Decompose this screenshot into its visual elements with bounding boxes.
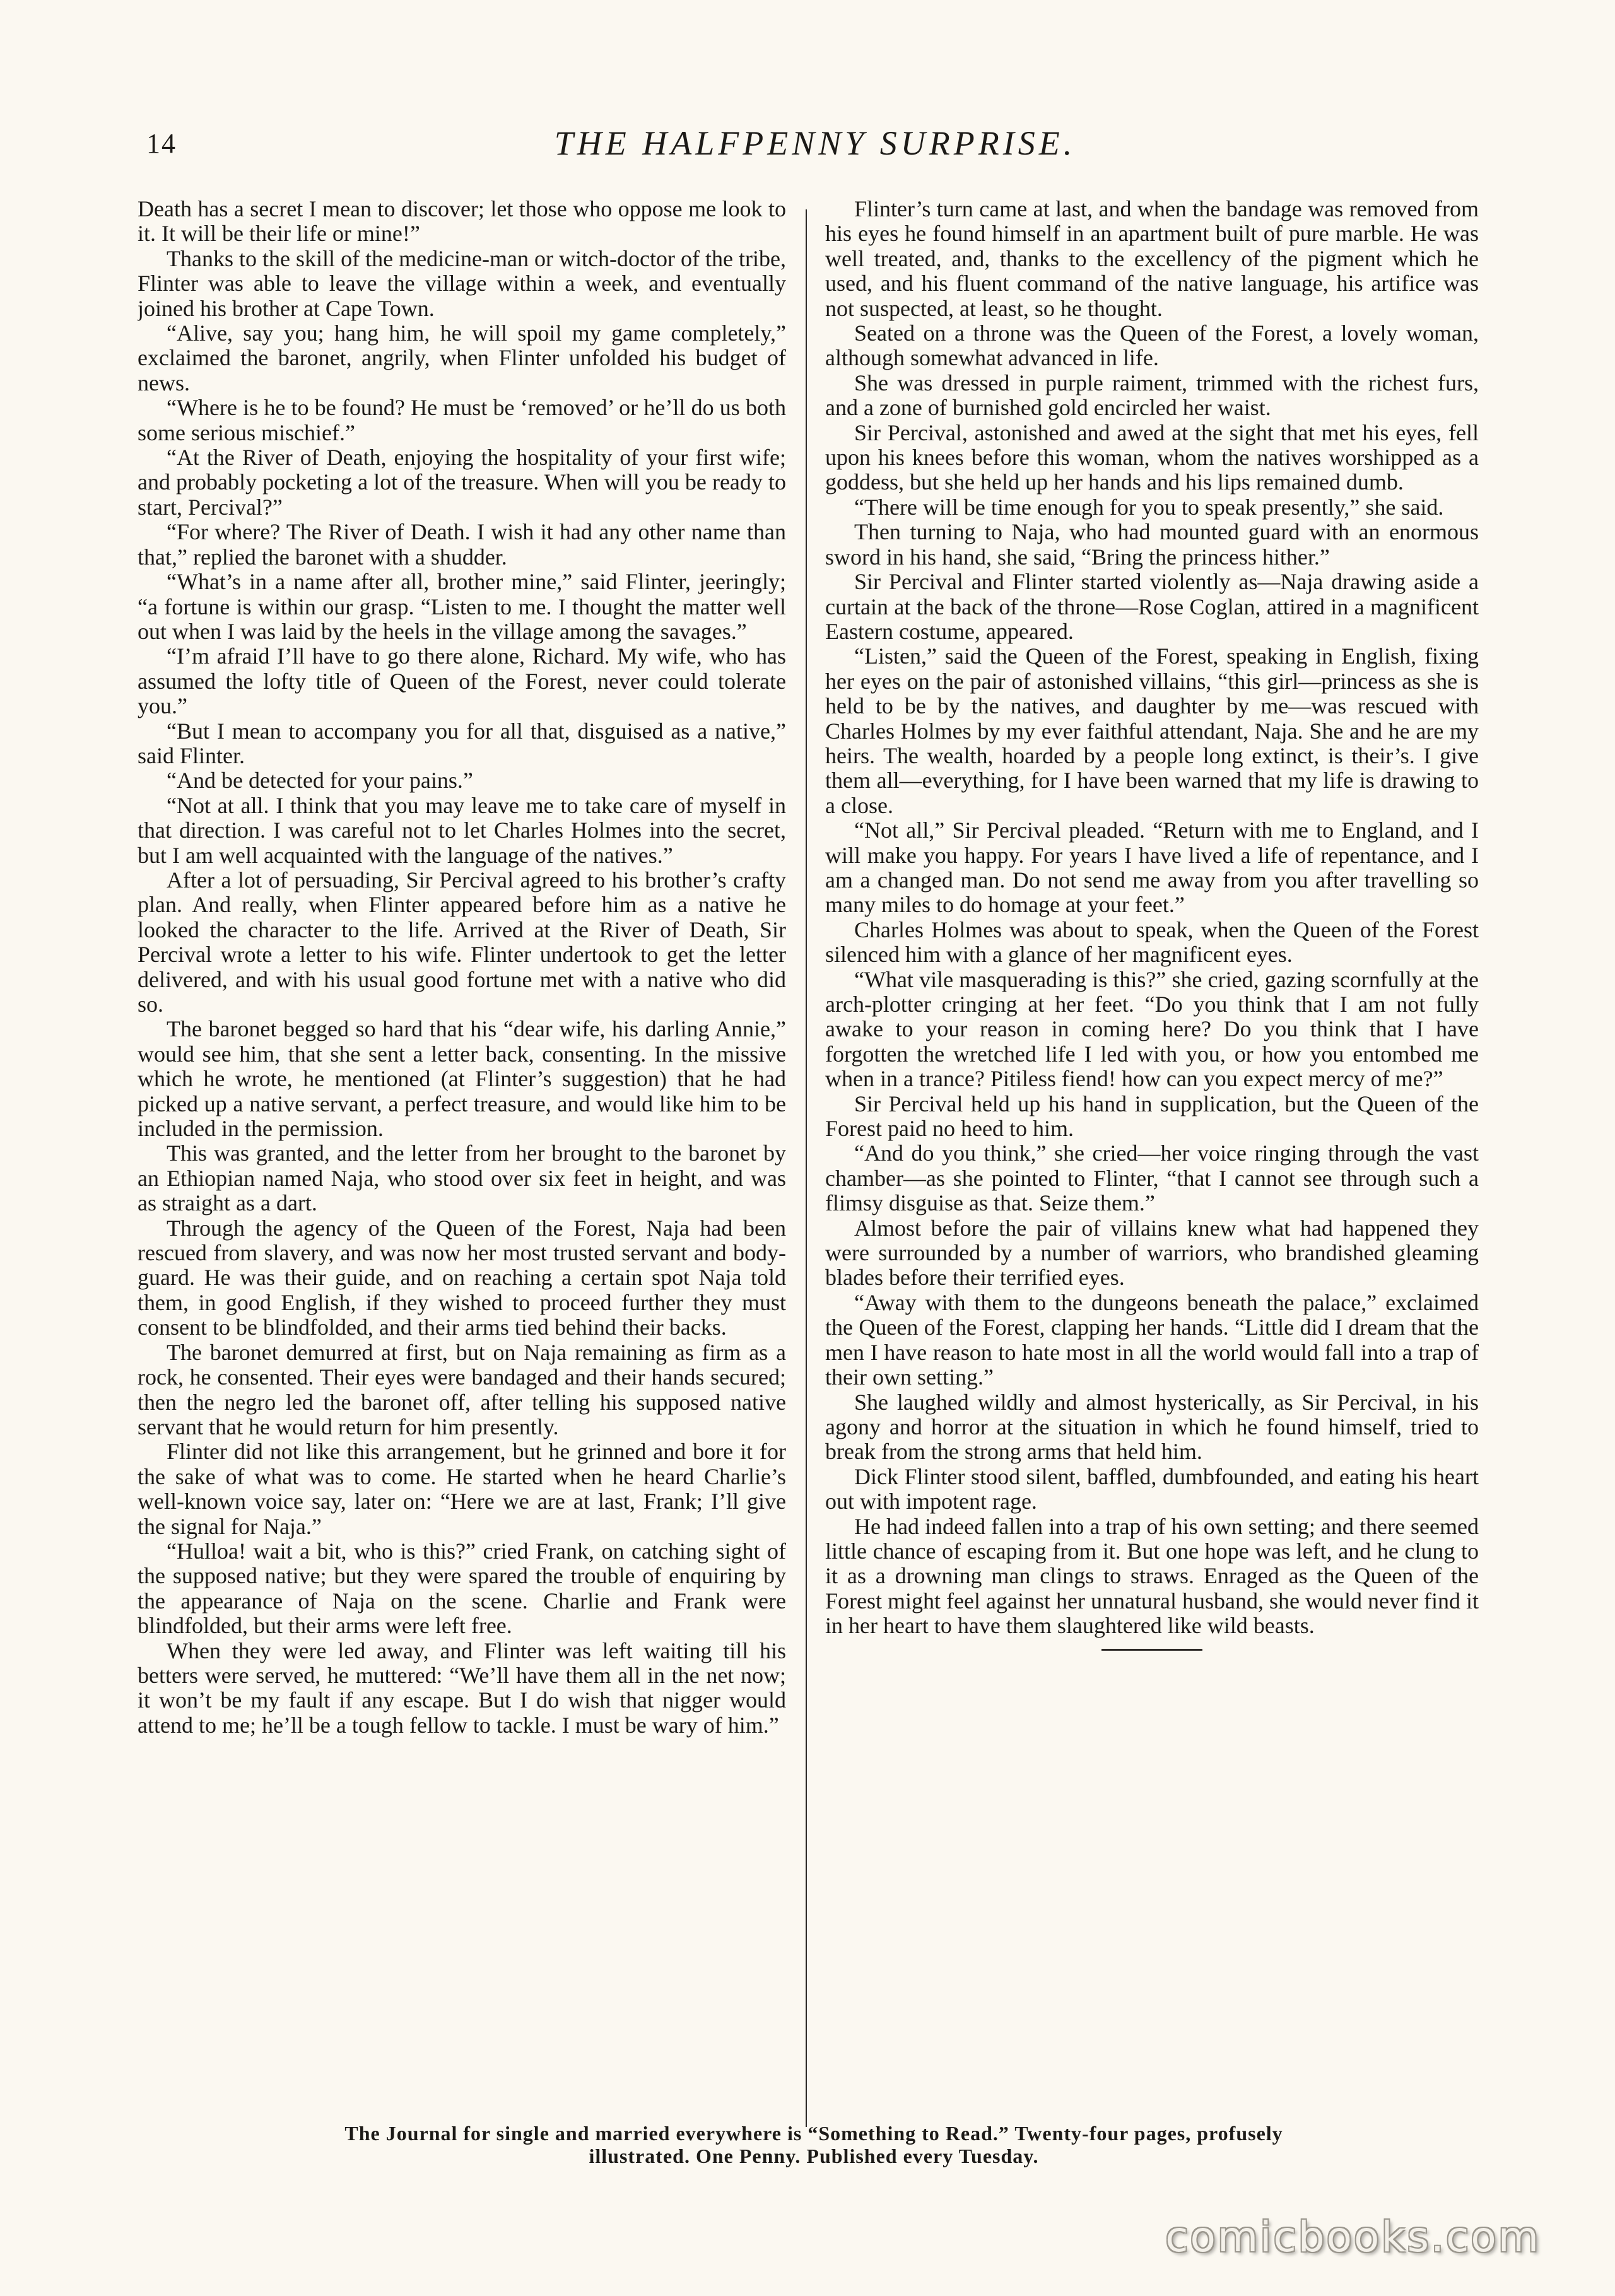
paragraph: “What vile masquerading is this?” she cried, gazing scornfully at the arch-plotter cringing at her feet. “Do you think that I am not fully awake to your reason in coming here? Do you think that I have forgotten the wretched life I led with you, or how you entombed me when in a trance? Pitiless fiend! how can you expect mercy of me?” <box>825 966 1479 1092</box>
paragraph: Then turning to Naja, who had mounted guard with an enormous sword in his hand, she said, “Bring the princess hither.” <box>825 519 1479 570</box>
paragraph: “At the River of Death, enjoying the hospitality of your first wife; and probably pocketing a lot of the treasure. When will you be ready to start, Percival?” <box>138 445 786 520</box>
paragraph: Charles Holmes was about to speak, when the Queen of the Forest silenced him with a glance of her magnificent eyes. <box>825 917 1479 968</box>
watermark: comicbooks.com <box>1165 2213 1541 2261</box>
paragraph: Through the agency of the Queen of the Forest, Naja had been rescued from slavery, and was now her most trusted servant and body-guard. He was their guide, and on reaching a certain spot Naja told them, in good English, if they wished to proceed further they must consent to be blindfolded, and their arms tied behind their backs. <box>138 1215 786 1340</box>
paragraph: “Away with them to the dungeons beneath the palace,” exclaimed the Queen of the Forest, clapping her hands. “Little did I dream that the men I have reason to hate most in all the world would fall into a trap of their own setting.” <box>825 1289 1479 1390</box>
right-column <box>825 197 1479 2121</box>
paragraph: She was dressed in purple raiment, trimmed with the richest furs, and a zone of burnished gold encircled her waist. <box>825 370 1479 421</box>
paragraph: When they were led away, and Flinter was left waiting till his betters were served, he muttered: “We’ll have them all in the net now; it won’t be my fault if any escape. But I do wish that nigger would attend to me; he’ll be a tough fellow to tackle. I must be wary of him.” <box>138 1637 786 1738</box>
footer-line: illustrated. One Penny. Published every Tuesday. <box>589 2145 1039 2167</box>
paragraph: “Not at all. I think that you may leave me to take care of myself in that direction. I was careful not to let Charles Holmes into the secret, but I am well acquainted with the language of the natives.” <box>138 792 786 868</box>
paragraph: “Not all,” Sir Percival pleaded. “Return with me to England, and I will make you happy. For years I have lived a life of repentance, and I am a changed man. Do not send me away from you after travelling so many miles to do homage at your feet.” <box>825 817 1479 918</box>
paragraph: After a lot of persuading, Sir Percival agreed to his brother’s crafty plan. And really, when Flinter appeared before him as a native he looked the character to the life. Arrived at the River of Death, Sir Percival wrote a letter to his wife. Flinter undertook to get the letter delivered, and with his usual good fortune met with a native who did so. <box>138 867 786 1017</box>
paragraph: Flinter did not like this arrangement, but he grinned and bore it for the sake of what was to come. He started when he heard Charlie’s well-known voice say, later on: “Here we are at last, Frank; I’ll give the signal for Naja.” <box>138 1439 786 1539</box>
story-end-rule <box>1101 1649 1202 1651</box>
paragraph: “Hulloa! wait a bit, who is this?” cried Frank, on catching sight of the supposed native; but they were spared the trouble of enquiring by the appearance of Naja on the scene. Charlie and Frank were blindfolded, but their arms were left free. <box>138 1538 786 1639</box>
paragraph: “And be detected for your pains.” <box>167 768 473 794</box>
paragraph: “Listen,” said the Queen of the Forest, speaking in English, fixing her eyes on the pair of astonished villains, “this girl—princess as she is held to be by the natives, and daughter by me—was rescued with Charles Holmes by my ever faithful attendant, Naja. She and he are my heirs. The wealth, hoarded by a people long extinct, is their’s. I give them all—everything, for I have been warned that my life is drawing to a close. <box>825 643 1479 818</box>
footer-advert <box>145 2122 1483 2167</box>
paragraph: Dick Flinter stood silent, baffled, dumbfounded, and eating his heart out with impotent rage. <box>825 1463 1479 1514</box>
paragraph: Almost before the pair of villains knew what had happened they were surrounded by a number of warriors, who brandished gleaming blades before their terrified eyes. <box>825 1215 1479 1291</box>
paragraph: “But I mean to accompany you for all that, disguised as a native,” said Flinter. <box>138 718 786 768</box>
footer-line: The Journal for single and married everywhere is “Something to Read.” Twenty-four pages, profusely <box>344 2122 1283 2145</box>
paragraph: Sir Percival held up his hand in supplication, but the Queen of the Forest paid no heed to him. <box>825 1091 1479 1142</box>
paragraph: “Where is he to be found? He must be ‘removed’ or he’ll do us both some serious mischief.” <box>138 395 786 445</box>
paragraph: Seated on a throne was the Queen of the Forest, a lovely woman, although somewhat advanced in life. <box>825 320 1479 371</box>
paragraph: The baronet demurred at first, but on Naja remaining as firm as a rock, he consented. Their eyes were bandaged and their hands secured; then the negro led the baronet off, after telling his supposed native servant that he would return for him presently. <box>138 1339 786 1439</box>
paragraph: “And do you think,” she cried—her voice ringing through the vast chamber—as she pointed to Flinter, “that I cannot see through such a flimsy disguise as that. Seize them.” <box>825 1140 1479 1216</box>
paragraph: This was granted, and the letter from her brought to the baronet by an Ethiopian named Naja, who stood over six feet in height, and was as straight as a dart. <box>138 1140 786 1216</box>
page-number: 14 <box>146 128 177 159</box>
paragraph: “For where? The River of Death. I wish it had any other name than that,” replied the baronet with a shudder. <box>138 519 786 570</box>
left-column <box>138 197 786 2121</box>
paragraph: “I’m afraid I’ll have to go there alone, Richard. My wife, who has assumed the lofty title of Queen of the Forest, never could tolerate you.” <box>138 643 786 719</box>
running-title: THE HALFPENNY SURPRISE. <box>554 124 1076 162</box>
paragraph: Death has a secret I mean to discover; let those who oppose me look to it. It will be their life or mine!” <box>138 197 786 247</box>
paragraph: Sir Percival and Flinter started violently as—Naja drawing aside a curtain at the back of the throne—Rose Coglan, attired in a magnificent Eastern costume, appeared. <box>825 569 1479 644</box>
page-header <box>146 124 1484 168</box>
column-divider <box>806 209 807 2127</box>
paragraph: Flinter’s turn came at last, and when the bandage was removed from his eyes he found himself in an apartment built of pure marble. He was well treated, and, thanks to the excellency of the pigment which he used, and his fluent command of the native language, his artifice was not suspected, at least, so he thought. <box>825 197 1479 321</box>
paragraph: “Alive, say you; hang him, he will spoil my game completely,” exclaimed the baronet, angrily, when Flinter unfolded his budget of news. <box>138 320 786 395</box>
paragraph: “There will be time enough for you to speak presently,” she said. <box>854 494 1444 520</box>
paragraph: Sir Percival, astonished and awed at the sight that met his eyes, fell upon his knees before this woman, whom the natives worshipped as a goddess, but she held up her hands and his lips remained dumb. <box>825 419 1479 495</box>
paragraph: “What’s in a name after all, brother mine,” said Flinter, jeeringly; “a fortune is within our grasp. “Listen to me. I thought the matter well out when I was laid by the heels in the village among the savages.” <box>138 569 786 644</box>
paragraph: Thanks to the skill of the medicine-man or witch-doctor of the tribe, Flinter was able to leave the village within a week, and eventually joined his brother at Cape Town. <box>138 245 786 321</box>
paragraph: He had indeed fallen into a trap of his own setting; and there seemed little chance of escaping from it. But one hope was left, and he clung to it as a drowning man clings to straws. Enraged as the Queen of the Forest might feel against her unnatural husband, she would never find it in her heart to have them slaughtered like wild beasts. <box>825 1513 1479 1639</box>
paragraph: She laughed wildly and almost hysterically, as Sir Percival, in his agony and horror at the situation in which he found himself, tried to break from the strong arms that held him. <box>825 1389 1479 1465</box>
paragraph: The baronet begged so hard that his “dear wife, his darling Annie,” would see him, that she sent a letter back, consenting. In the missive which he wrote, he mentioned (at Flinter’s suggestion) that he had picked up a native servant, a perfect treasure, and would like him to be included in the permission. <box>138 1016 786 1142</box>
